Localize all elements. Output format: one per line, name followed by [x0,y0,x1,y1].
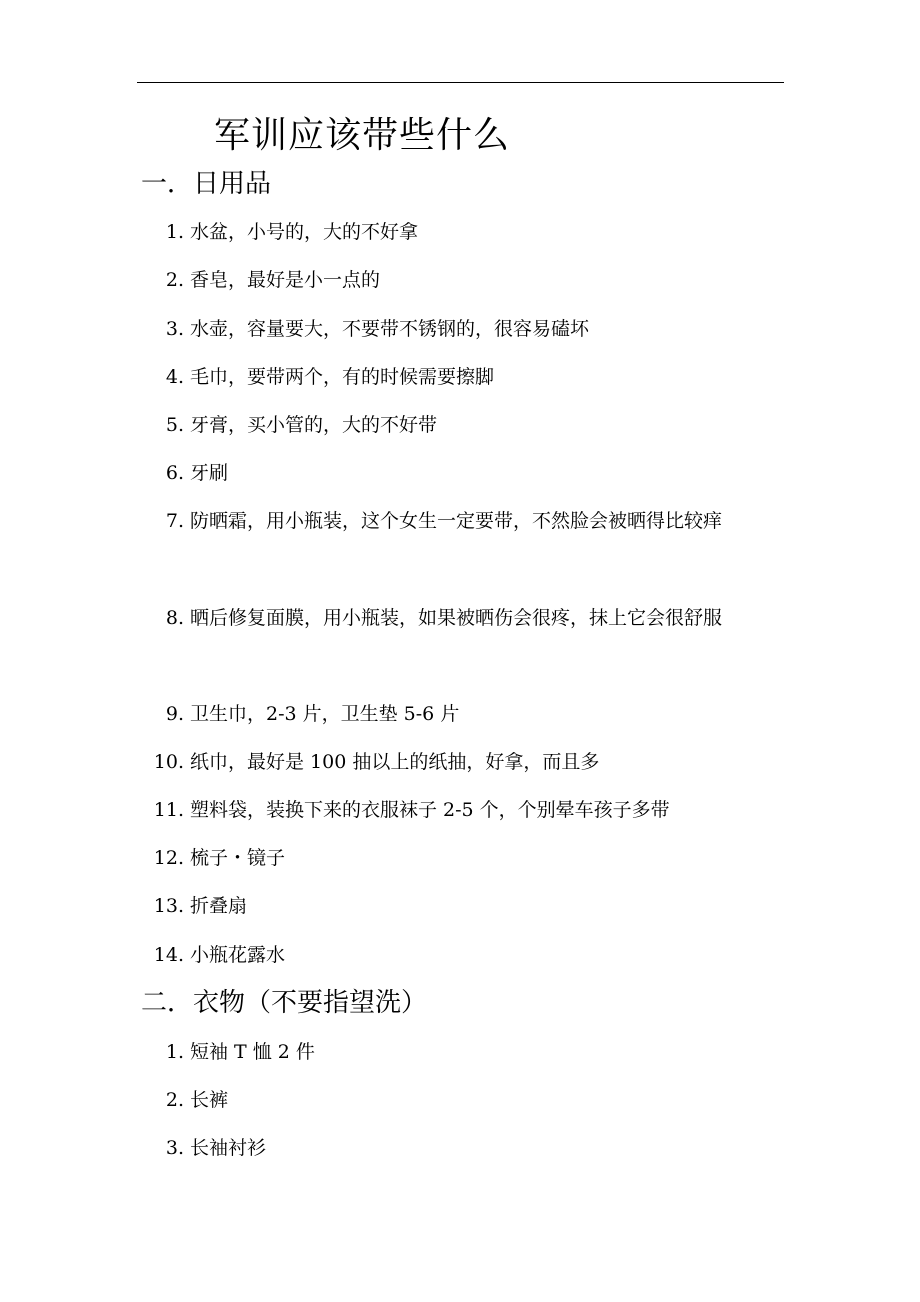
list-item-text: 晒后修复面膜，用小瓶装，如果被晒伤会很疼，抹上它会很舒服 [190,607,723,629]
list-item-text: 卫生巾，2-3 片，卫生垫 5-6 片 [190,703,460,725]
list-item-number: 6. [165,462,184,484]
list-item-text: 牙膏，买小管的，大的不好带 [190,414,438,436]
list-item-text: 香皂，最好是小一点的 [190,269,381,291]
list-item-text: 折叠扇 [190,895,248,917]
list-item-number: 11. [153,799,184,821]
list-item-number: 12. [153,847,184,869]
list-item-number: 2. [165,1089,184,1111]
list-item-text: 毛巾，要带两个，有的时候需要擦脚 [190,366,495,388]
list-item-text: 短袖 T 恤 2 件 [190,1041,315,1063]
list-item-text: 塑料袋，装换下来的衣服袜子 2-5 个，个别晕车孩子多带 [190,799,670,821]
list-item-number: 5. [165,414,184,436]
list-item-number: 3. [165,1137,184,1159]
list-item-text: 牙刷 [190,462,229,484]
list-item-number: 2. [165,269,184,291]
section-heading-daily-items: 一．日用品 [141,169,272,199]
list-item-text: 长裤 [190,1089,229,1111]
list-item-number: 1. [165,221,184,243]
list-item-number: 8. [165,607,184,629]
list-item-number: 1. [165,1041,184,1063]
header-rule [137,82,784,83]
list-item-text: 长袖衬衫 [190,1137,267,1159]
list-item-number: 7. [165,510,184,532]
list-item-number: 14. [153,944,184,966]
list-item-number: 4. [165,366,184,388]
list-item-number: 10. [153,751,184,773]
list-item-text: 梳子・镜子 [190,847,286,869]
list-item-text: 水盆，小号的，大的不好拿 [190,221,419,243]
list-item-text: 纸巾，最好是 100 抽以上的纸抽，好拿，而且多 [190,751,600,773]
list-item-text: 水壶，容量要大，不要带不锈钢的，很容易磕坏 [190,318,590,340]
list-item-number: 13. [153,895,184,917]
section-heading-clothing: 二．衣物（不要指望洗） [141,988,428,1018]
list-item-number: 9. [165,703,184,725]
list-item-number: 3. [165,318,184,340]
list-item-text: 小瓶花露水 [190,944,286,966]
page-title: 军训应该带些什么 [214,115,511,156]
list-item-text: 防晒霜，用小瓶装，这个女生一定要带，不然脸会被晒得比较痒 [190,510,723,532]
